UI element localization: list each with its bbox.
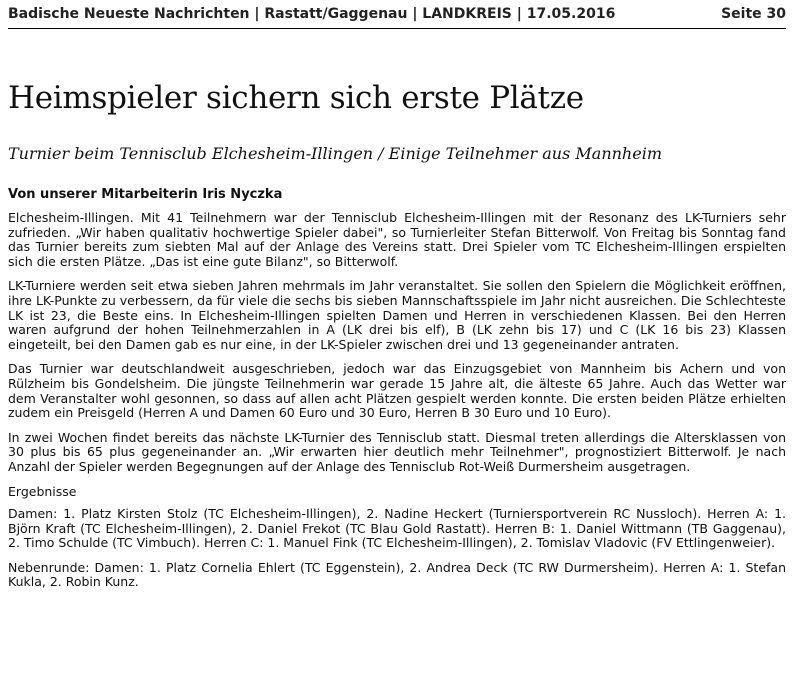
results-paragraph: Damen: 1. Platz Kirsten Stolz (TC Elchesheim-Illingen), 2. Nadine Heckert (Turniersportverein RC Nussloch). Herren A: 1. Björn Kraft (TC Elchesheim-Illingen), 2. Daniel Frekot (TC Blau Gold Rastatt). Herren B: 1. Daniel Wittmann (TB Gaggenau), 2. Timo Schulde (TC Vimbuch). Herren C: 1. Manuel Fink (TC Elchesheim-Illingen), 2. Tomislav Vladovic (FV Ettlingenweier). bbox=[8, 506, 786, 551]
page-number: Seite 30 bbox=[721, 6, 786, 22]
article-byline: Von unserer Mitarbeiterin Iris Nyczka bbox=[8, 187, 283, 202]
article-body bbox=[8, 211, 786, 600]
results-paragraph: Nebenrunde: Damen: 1. Platz Cornelia Ehlert (TC Eggenstein), 2. Andrea Deck (TC RW Durmersheim). Herren A: 1. Stefan Kukla, 2. Robin Kunz. bbox=[8, 559, 786, 590]
publication-info: Badische Neueste Nachrichten | Rastatt/Gaggenau | LANDKREIS | 17.05.2016 bbox=[8, 6, 616, 22]
article-paragraph: Das Turnier war deutschlandweit ausgeschrieben, jedoch war das Einzugsgebiet von Mannheim bis Achern und von Rülzheim bis Gondelsheim. Die jüngste Teilnehmerin war gerade 15 Jahre alt, die älteste 65 Jahre. Auch das Wetter war dem Veranstalter wohl gesonnen, so dass auf allen acht Plätzen gespielt werden konnte. Die ersten beiden Plätze erhielten zudem ein Preisgeld (Herren A und Damen 60 Euro und 30 Euro, Herren B 30 Euro und 10 Euro). bbox=[8, 361, 786, 421]
results-heading: Ergebnisse bbox=[8, 483, 77, 499]
article-paragraph: LK-Turniere werden seit etwa sieben Jahren mehrmals im Jahr veranstaltet. Sie sollen den Spielern die Möglichkeit eröffnen, ihre LK-Punkte zu verbessern, da für viele die sechs bis sieben Mannschaftsspiele im Jahr nicht ausreichen. Die Schlechteste LK ist 23, die Beste eins. In Elchesheim-Illingen spielten Damen und Herren in verschiedenen Klassen. Bei den Herren waren aufgrund der hohen Teilnehmerzahlen in A (LK drei bis elf), B (LK zehn bis 17) und C (LK 16 bis 23) Klassen eingeteilt, bei den Damen gab es nur eine, in der LK-Spieler zwischen drei und 13 gegeneinander antraten. bbox=[8, 278, 786, 352]
article-paragraph: Elchesheim-Illingen. Mit 41 Teilnehmern war der Tennisclub Elchesheim-Illingen mit der Resonanz des LK-Turniers sehr zufrieden. „Wir haben qualitativ hochwertige Spieler dabei", so Turnierleiter Stefan Bitterwolf. Von Freitag bis Sonntag fand das Turnier bereits zum siebten Mal auf der Anlage des Vereins statt. Drei Spieler vom TC Elchesheim-Illingen erspielten sich die ersten Plätze. „Das ist eine gute Bilanz", so Bitterwolf. bbox=[8, 210, 786, 269]
article-paragraph: In zwei Wochen findet bereits das nächste LK-Turnier des Tennisclub statt. Diesmal treten allerdings die Altersklassen von 30 plus bis 65 plus gegeneinander an. „Wir erwarten hier deutlich mehr Teilnehmer", prognostiziert Bitterwolf. Je nach Anzahl der Spieler werden Begegnungen auf der Anlage des Tennisclub Rot-Weiß Durmersheim ausgetragen. bbox=[8, 429, 786, 474]
newspaper-header bbox=[8, 6, 786, 29]
article-subheadline: Turnier beim Tennisclub Elchesheim-Illingen / Einige Teilnehmer aus Mannheim bbox=[8, 144, 662, 163]
article-headline: Heimspieler sichern sich erste Plätze bbox=[8, 80, 584, 116]
